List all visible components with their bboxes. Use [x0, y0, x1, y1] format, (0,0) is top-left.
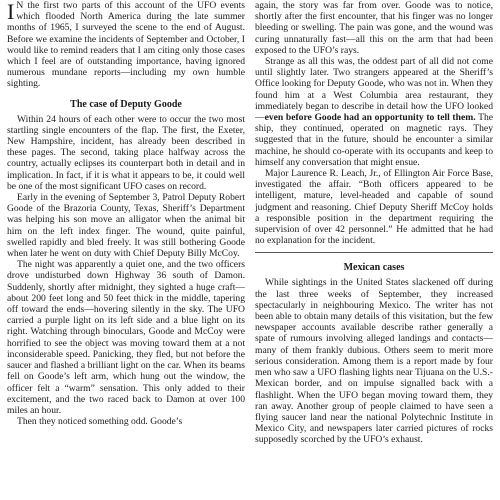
paragraph: The night was apparently a quiet one, and the two officers drove undisturbed down Highway 36 south of Damon. Suddenly, shortly after midnight, they sighted a huge craft—about 200 feet long and 50 feet thick in the middle, tapering off toward the ends—hovering silently in the sky. The UFO carried a purple light on its left side and a blue light on its right. Watching through binoculars, Goode and McCoy were horrified to see the object was moving toward them at a not inconsiderable speed. Panicking, they fled, but not before the saucer and flashed a brilliant light on the car. When its beams fell on Goode’s left arm, which hung out the window, the officer felt a “warm” sensation. This only added to their excitement, and the two raced back to Damon at over 100 miles an hour. [7, 259, 245, 416]
paragraph: Major Laurence R. Leach, Jr., of Ellington Air Force Base, investigated the affair. “Both officers appeared to be intelligent, mature, level-headed and capable of sound judgment and reasoning. Chief Deputy Sheriff McCoy holds a responsible position in the department requiring the supervision of over 42 personnel.” He admitted that he had no explanation for the incident. [255, 168, 493, 247]
paragraph: Within 24 hours of each other were to occur the two most startling single encounters of the flap. The first, the Exeter, New Hampshire, incident, has already been described in these pages. The second, taking place halfway across the country, actually eclipses its counterpart both in detail and in implication. In fact, if it is what it appears to be, it could well be one of the most significant UFO cases on record. [7, 113, 245, 192]
section-heading-mexican-cases: Mexican cases [343, 262, 405, 274]
paragraph-text: The ship, they continued, operated on magnetic rays. They suggested that in the future, should he encounter a similar machine, he should co-operate with its occupants and keep to himself any conversation that might ensue. [255, 112, 493, 168]
drop-cap: I [7, 0, 15, 24]
paragraph-with-emphasis [255, 56, 493, 168]
paragraph: Then they noticed something odd. Goode’s [17, 416, 183, 428]
paragraph: Early in the evening of September 3, Patrol Deputy Robert Goode of the Brazoria County, Texas, Sheriff’s Department was helping his son move an alligator when the animal bit him on the left index finger. The wound, quite painful, swelled rapidly and bled freely. It was still bothering Goode when later he went on duty with Chief Deputy Billy McCoy. [7, 192, 245, 260]
left-column [7, 0, 245, 500]
emphasized-text: even before Goode had an opportunity to tell them. [264, 112, 476, 124]
paragraph: again, the story was far from over. Goode was to notice, shortly after the first encounter, that his finger was no longer bleeding or swelling. The pain was gone, and the wound was curing unnaturally fast—all this on the arm that had been exposed to the UFO’s rays. [255, 0, 493, 56]
section-heading-deputy-goode: The case of Deputy Goode [70, 98, 182, 110]
intro-paragraph [7, 0, 245, 90]
intro-text: N the first two parts of this account of the UFO events which flooded North America during the late summer months of 1965, I surveyed the scene to the end of August. Before we examine the incidents of September and October, I would like to remind readers that I am citing only those cases which I feel are of outstanding importance, having ignored numerous mundane reports—including my own humble sighting. [7, 0, 245, 90]
paragraph: While sightings in the United States slackened off during the last three weeks of September, they increased spectacularly in neighbouring Mexico. The writer has not been able to obtain many details of this visitation, but the few newspaper accounts available describe rather generally a spate of rumours involving alleged landings and contacts—many of them frankly dubious. Others seem to merit more serious consideration. Among them is a report made by four men who saw a UFO flashing lights near Tijuana on the U.S.-Mexican border, and on impulse signalled back with a flashlight. When the UFO began moving toward them, they ran away. Another group of people claimed to have seen a flying saucer land near the national Polytechnic Institute in Mexico City, and newspapers later carried pictures of rocks supposedly scorched by the UFO’s exhaust. [255, 277, 493, 446]
paragraph-text: Strange as all this was, the oddest part of all did not come until slightly later. Two strangers appeared at the Sheriff’s Office looking for Deputy Goode, who was not in. When they found him at a West Columbia area restaurant, they immediately began to describe in detail how the UFO looked— [255, 56, 493, 124]
section-divider [255, 252, 493, 253]
right-column [255, 0, 493, 500]
